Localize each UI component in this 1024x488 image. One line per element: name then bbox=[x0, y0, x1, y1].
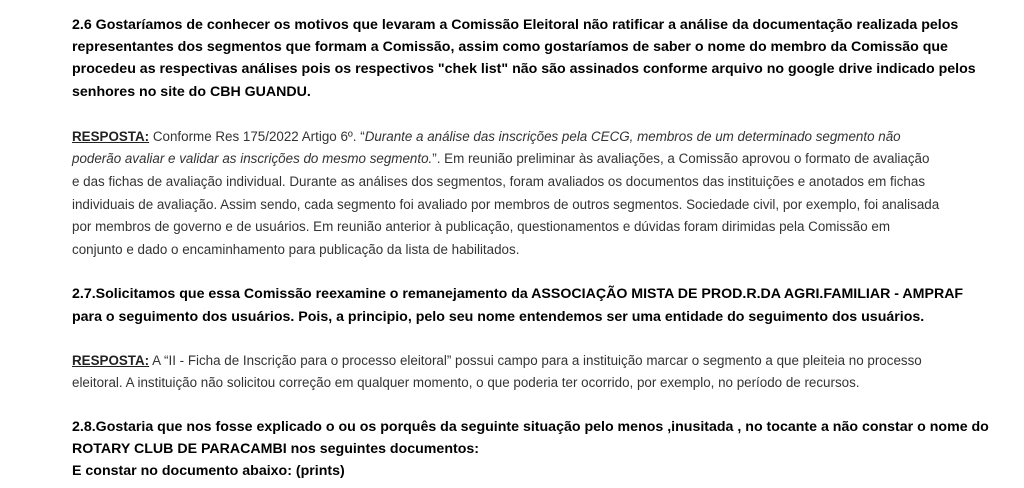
question-line: procedeu as respectivas análises pois os respectivos "chek list" não são assinados conforme arquivo no google drive indicado pelos bbox=[72, 61, 976, 78]
question-line: 2.7.Solicitamos que essa Comissão reexamine o remanejamento da ASSOCIAÇÃO MISTA DE PROD.R.DA AGRI.FAMILIAR - AMPRAF bbox=[72, 286, 964, 303]
resolution-quote: poderão avaliar e validar as inscrições do mesmo segmento. bbox=[72, 151, 433, 167]
question-line: para o seguimento dos usuários. Pois, a principio, pelo seu nome entendemos ser uma entidade do seguimento dos usuários. bbox=[72, 308, 925, 325]
answer-line: por membros de governo e de usuários. Em reunião anterior à publicação, questionamentos e dúvidas foram dirimidas pela Comissão em bbox=[72, 219, 890, 235]
question-line: senhores no site do CBH GUANDU. bbox=[72, 83, 311, 100]
answer-line bbox=[72, 350, 1014, 373]
question-line: representantes dos segmentos que formam a Comissão, assim como gostaríamos de saber o nome do membro da Comissão que bbox=[72, 39, 948, 56]
answer-line: individuais de avaliação. Assim sendo, cada segmento foi avaliado por membros de outros segmentos. Sociedade civil, por exemplo, foi analisada bbox=[72, 196, 940, 212]
document-page bbox=[72, 14, 1014, 483]
answer-line: conjunto e dado o encaminhamento para publicação da lista de habilitados. bbox=[72, 241, 520, 257]
answer-line: e das fichas de avaliação individual. Durante as análises dos segmentos, foram avaliados os documentos das instituições e anotados em fichas bbox=[72, 174, 926, 189]
question-2-7 bbox=[72, 283, 1014, 327]
answer-lead: Conforme Res 175/2022 Artigo 6º. “ bbox=[149, 128, 365, 144]
question-line: ROTARY CLUB DE PARACAMBI nos seguintes documentos: bbox=[72, 441, 479, 458]
question-line: 2.8.Gostaria que nos fosse explicado o ou os porquês da seguinte situação pelo menos ,inusitada , no tocante a não constar o nome do bbox=[72, 418, 989, 435]
question-line: 2.6 Gostaríamos de conhecer os motivos que levaram a Comissão Eleitoral não ratificar a análise da documentação realizada pelos bbox=[72, 17, 959, 33]
answer-text: ”. Em reunião preliminar às avaliações, a Comissão aprovou o formato de avaliação bbox=[432, 151, 930, 167]
answer-line bbox=[72, 148, 1014, 171]
answer-2-6 bbox=[72, 126, 1014, 262]
question-line: E constar no documento abaixo: (prints) bbox=[72, 463, 345, 480]
answer-line bbox=[72, 126, 1014, 149]
answer-2-7 bbox=[72, 350, 1014, 395]
question-2-8 bbox=[72, 416, 1014, 483]
resolution-quote: Durante a análise das inscrições pela CECG, membros de um determinado segmento não bbox=[364, 128, 901, 144]
answer-line: eleitoral. A instituição não solicitou correção em qualquer momento, o que poderia ter ocorrido, por exemplo, no período de recursos. bbox=[72, 375, 860, 391]
answer-label: RESPOSTA: bbox=[72, 128, 150, 144]
answer-label: RESPOSTA: bbox=[72, 352, 150, 368]
question-2-6 bbox=[72, 14, 1014, 103]
answer-text: A “II - Ficha de Inscrição para o processo eleitoral” possui campo para a instituição marcar o segmento a que pleiteia no processo bbox=[149, 352, 922, 368]
